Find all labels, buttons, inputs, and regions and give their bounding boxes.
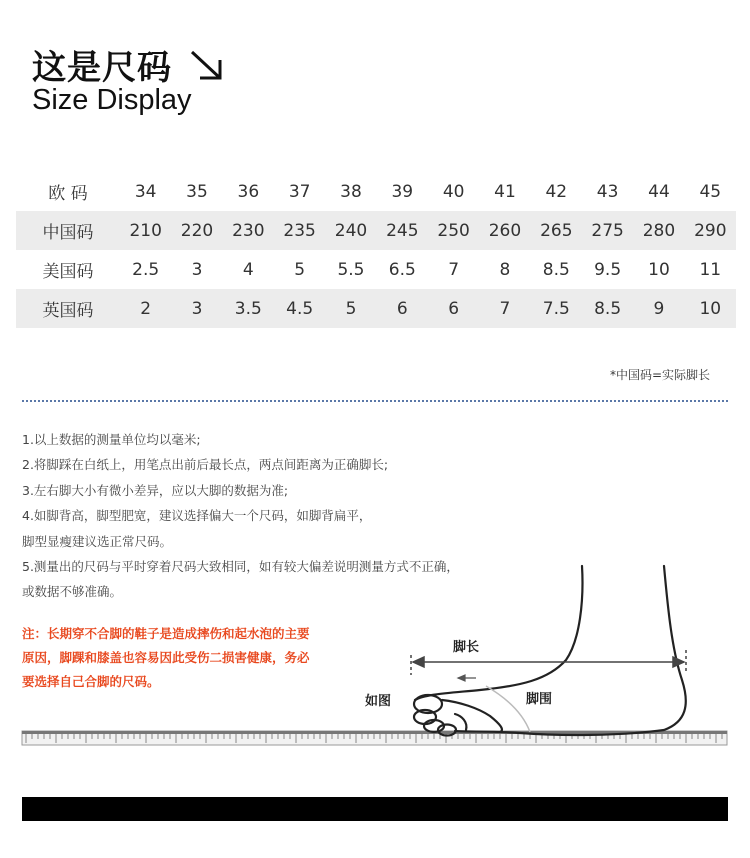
size-row — [16, 211, 736, 250]
size-cell: 35 — [186, 181, 208, 202]
instruction-line: 1.以上数据的测量单位均以毫米; — [22, 432, 201, 447]
size-cell: 42 — [545, 181, 568, 202]
size-cell: 45 — [699, 181, 722, 202]
size-cell: 265 — [531, 211, 582, 250]
size-row-label: 美国码 — [42, 262, 94, 282]
size-note: *中国码=实际脚长 — [609, 368, 710, 382]
size-cell: 2.5 — [132, 259, 160, 280]
size-cell: 10 — [648, 259, 670, 280]
size-cell: 7 — [479, 289, 530, 328]
warning-line: 原因，脚踝和膝盖也容易因此受伤二损害健康，务必 — [22, 650, 310, 665]
size-cell: 34 — [134, 181, 157, 202]
instruction-line: 2.将脚踩在白纸上，用笔点出前后最长点，两点间距离为正确脚长; — [22, 457, 389, 473]
warning-line: 要选择自己合脚的尺码。 — [22, 674, 160, 689]
size-cell: 41 — [494, 181, 516, 202]
size-cell: 235 — [274, 211, 325, 250]
figure-label: 如图 — [365, 694, 392, 709]
size-row — [16, 289, 736, 328]
toe-arrow-icon — [458, 675, 476, 681]
page-title — [32, 40, 226, 89]
size-cell: 37 — [288, 181, 311, 202]
size-row-label: 欧 码 — [48, 184, 88, 204]
size-cell: 3.5 — [223, 289, 274, 328]
size-cell: 245 — [377, 211, 428, 250]
size-cell: 250 — [428, 211, 479, 250]
size-cell: 43 — [596, 181, 619, 202]
size-cell: 11 — [699, 259, 722, 280]
size-cell: 210 — [120, 211, 171, 250]
size-cell: 3 — [171, 289, 222, 328]
size-cell: 5 — [325, 289, 376, 328]
arrow-down-right-icon — [186, 48, 226, 82]
size-cell: 36 — [237, 181, 260, 202]
size-cell: 230 — [223, 211, 274, 250]
size-cell: 280 — [633, 211, 684, 250]
size-cell: 260 — [479, 211, 530, 250]
size-cell: 5.5 — [337, 259, 365, 280]
size-cell: 240 — [325, 211, 376, 250]
size-cell: 5 — [294, 259, 306, 280]
size-row — [16, 172, 736, 211]
size-cell: 40 — [442, 181, 465, 202]
size-cell: 39 — [391, 181, 414, 202]
dotted-divider — [22, 400, 728, 402]
size-cell: 8 — [499, 259, 511, 280]
size-cell: 4.5 — [274, 289, 325, 328]
size-cell: 9 — [633, 289, 684, 328]
size-cell: 2 — [120, 289, 171, 328]
title-cn-text: 这是尺码 — [32, 48, 172, 88]
size-cell: 7 — [448, 259, 460, 280]
instruction-line: 3.左右脚大小有微小差异，应以大脚的数据为准; — [22, 482, 289, 498]
size-row — [16, 250, 736, 289]
size-cell: 3 — [191, 259, 203, 280]
warning-line: 注：长期穿不合脚的鞋子是造成摔伤和起水泡的主要 — [22, 626, 310, 641]
size-cell: 9.5 — [594, 259, 622, 280]
size-table — [16, 172, 736, 328]
size-cell: 4 — [242, 259, 254, 280]
size-cell: 6 — [377, 289, 428, 328]
bottom-bar — [22, 797, 728, 821]
instruction-line: 4.如脚背高，脚型肥宽，建议选择偏大一个尺码，如脚背扁平， — [22, 508, 372, 524]
instruction-line: 5.测量出的尺码与平时穿着尺码大致相同，如有较大偏差说明测量方式不正确， — [22, 559, 459, 575]
foot-length-label: 脚长 — [453, 640, 480, 655]
size-row-label: 中国码 — [16, 211, 120, 250]
instruction-line: 脚型显瘦建议选正常尺码。 — [22, 533, 173, 549]
size-cell: 44 — [648, 181, 670, 202]
size-cell: 220 — [171, 211, 222, 250]
girth-curve — [486, 686, 530, 732]
size-cell: 38 — [340, 181, 362, 202]
size-cell: 6.5 — [388, 259, 416, 280]
size-cell: 7.5 — [531, 289, 582, 328]
size-cell: 8.5 — [542, 259, 570, 280]
size-cell: 6 — [428, 289, 479, 328]
size-cell: 275 — [582, 211, 633, 250]
instruction-line: 或数据不够准确。 — [22, 584, 123, 600]
foot-girth-label: 脚围 — [526, 692, 553, 707]
page-subtitle: Size Display — [32, 84, 192, 116]
foot-measure-illustration — [0, 560, 750, 760]
size-cell: 8.5 — [582, 289, 633, 328]
size-cell: 290 — [685, 211, 736, 250]
size-row-label: 英国码 — [16, 289, 120, 328]
size-cell: 10 — [685, 289, 736, 328]
